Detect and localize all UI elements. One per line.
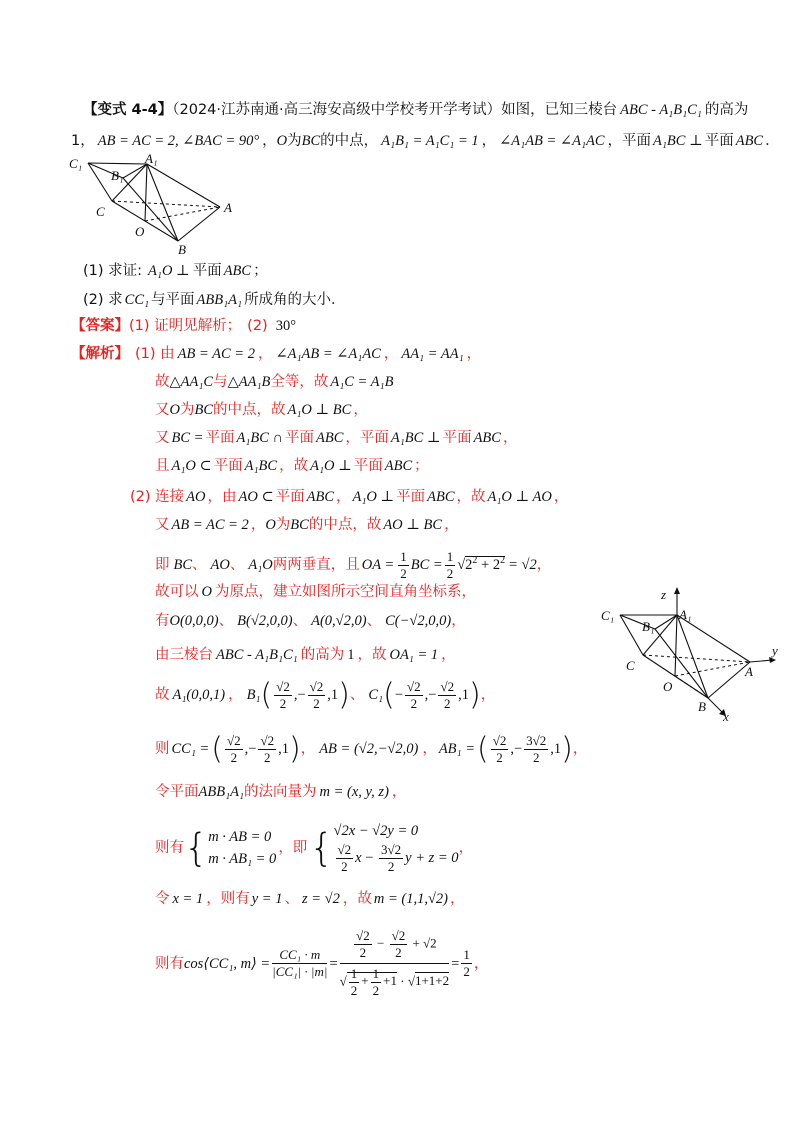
b1-coordinates: ( $\frac{√2}{2}$ ,− $\frac{√2}{2}$ ,1) — [260, 677, 350, 713]
y-axis — [750, 660, 773, 662]
label-z: z — [661, 587, 667, 602]
label-a: A — [224, 200, 232, 215]
solution-part2-line-12: 则有cos⟨CC₁, m⟩ = $\frac{\text{CC₁ · m}}{\text{|CC₁| · |m|}}$ = $\frac{√2}{2}$ − $\frac{√2}{2}$ + √2 √ $\frac{1}{2}$ + $\frac{1}{2}$ +1 · √1+1+2 = $\frac{1}{2}$ ， — [155, 928, 489, 998]
fraction-half-2: $\frac{1}{2}$ — [446, 548, 454, 581]
z-arrow-icon — [674, 587, 680, 594]
left-brace: { — [184, 825, 209, 870]
solution-part2-line-9: 令平面ABB₁A₁的法向量为 m = (x, y, z) ， — [155, 784, 407, 800]
solution-part2-line-11: 令 x = 1 ，则有 y = 1 、 z = √2 ，故 m = (1,1,√2) ， — [155, 891, 465, 907]
solution-line-3: 又O为BC的中点，故 A₁O ⊥ BC ， — [155, 402, 368, 418]
label-o: O — [663, 679, 673, 694]
cos-fraction-2: $\frac{√2}{2}$ − $\frac{√2}{2}$ + √2 √ $\frac{1}{2}$ + $\frac{1}{2}$ +1 · √1+1+2 — [339, 928, 450, 998]
c1-coordinates: (− $\frac{√2}{2}$ ,− $\frac{√2}{2}$ ,1) — [383, 677, 481, 713]
answer-line: 【答案】(1) 证明见解析； (2) 30° — [71, 318, 297, 334]
problem-source: （2024·江苏南通·高三海安高级中学校考开学考试） — [172, 102, 502, 118]
label-b1: B₁ — [642, 619, 655, 634]
solution-line-2: 故△AA₁C与△AA₁B全等，故 A₁C = A₁B — [155, 374, 394, 390]
solution-line-4: 又 BC = 平面 A₁BC ∩ 平面 ABC ，平面 A₁BC ⊥ 平面 ABC ， — [155, 430, 518, 446]
segment-oa-hidden — [145, 207, 220, 221]
label-c1: C₁ — [601, 608, 615, 623]
label-c: C — [626, 658, 635, 673]
system-2: √2x − √2y = 0 $\frac{√2}{2}$ x − $\frac{3√2}{2}$ y + z = 0 — [333, 823, 459, 874]
solution-part2-line-3: 即 BC、 AO、 A₁O两两垂直，且 OA = $\frac{1}{2}$ BC = $\frac{1}{2}$ $√2^2 + 2^2 = √2$， — [155, 548, 552, 581]
solution-line-1: 【解析】 (1) 由 AB = AC = 2 ， ∠A₁AB = ∠A₁AC ， AA₁ = AA₁ ， — [71, 346, 482, 362]
label-b1: B₁ — [111, 168, 124, 183]
label-a: A — [745, 664, 753, 679]
solution-part2-line-10: 则有{ m · AB = 0 m · AB₁ = 0 ，即{ √2x − √2y = 0 $\frac{√2}{2}$ x − $\frac{3√2}{2}$ y + z = 0 ， — [155, 820, 473, 878]
segment-a1b — [147, 164, 178, 241]
label-y: y — [772, 643, 778, 658]
label-x: x — [723, 709, 729, 724]
question-2: (2) 求 CC₁ 与平面 ABB₁A₁ 所成角的大小． — [83, 292, 346, 308]
result-fraction: $\frac{1}{2}$ — [463, 947, 470, 979]
solution-part2-line-1: (2) 连接 AO ，由 AO ⊂ 平面 ABC ， A₁O ⊥ 平面 ABC ，故 A₁O ⊥ AO ， — [130, 489, 569, 505]
solution-label: 【解析】 — [71, 346, 129, 362]
x-axis — [708, 698, 723, 713]
label-b: B — [178, 242, 186, 255]
edge-c1a1 — [88, 163, 147, 164]
answer-value: 30° — [275, 318, 297, 334]
solution-line-5: 且 A₁O ⊂ 平面 A₁BC ，故 A₁O ⊥ 平面 ABC ； — [155, 458, 429, 474]
edge-ab — [178, 207, 220, 241]
edge-a1a — [147, 164, 220, 207]
cos-fraction-1: $\frac{\text{CC₁ · m}}{\text{|CC₁| · |m|}}$ — [272, 947, 328, 979]
vector-ab1: ( $\frac{√2}{2}$ ,− $\frac{3√2}{2}$ ,1) — [476, 731, 573, 767]
label-c1: C₁ — [69, 156, 83, 171]
solution-part2-line-6: 由三棱台 ABC - A₁B₁C₁ 的高为 1 ，故 OA₁ = 1 ， — [155, 647, 456, 663]
edge-ca-hidden — [112, 201, 220, 207]
label-o: O — [135, 224, 145, 239]
fraction-half: $\frac{1}{2}$ — [400, 548, 407, 581]
solution-part2-line-4: 故可以 O 为原点，建立如图所示空间直角坐标系， — [155, 584, 476, 600]
sqrt-expression: $√2^2 + 2^2$ — [457, 555, 506, 573]
solution-part2-line-8: 则 CC₁ =( $\frac{√2}{2}$ ,− $\frac{√2}{2}$ ,1)， AB = (√2,−√2,0) ， AB₁ =( $\frac{√2}{2}$ ,− $\frac{3√2}{2}$ ,1)， — [155, 731, 588, 767]
system-1: m · AB = 0 m · AB₁ = 0 — [208, 828, 277, 867]
vector-cc1: ( $\frac{√2}{2}$ ,− $\frac{√2}{2}$ ,1) — [211, 731, 301, 767]
label-a1: A₁ — [145, 151, 158, 166]
solution-part2-line-2: 又 AB = AC = 2 ，O为BC的中点，故 AO ⊥ BC ， — [155, 517, 459, 533]
label-c: C — [96, 204, 105, 219]
frustum-figure-1 — [65, 150, 250, 255]
label-b: B — [698, 699, 706, 714]
label-a1: A₁ — [679, 607, 692, 622]
solution-part2-line-5: 有O(0,0,0)、 B(√2,0,0)、 A(0,√2,0)、 C(−√2,0,0)， — [155, 613, 466, 629]
problem-header: 【变式 4-4】（2024·江苏南通·高三海安高级中学校考开学考试）如图，已知三棱台 ABC - A₁B₁C₁ 的高为 — [83, 102, 749, 118]
frustum-name: ABC - A₁B₁C₁ — [620, 102, 702, 118]
answer-label: 【答案】 — [71, 318, 129, 334]
left-brace-2: { — [309, 825, 334, 870]
segment-a1o — [145, 164, 147, 221]
problem-conditions: 1， AB = AC = 2, ∠BAC = 90° ，O为BC的中点， A₁B₁ = A₁C₁ = 1 ， ∠A₁AB = ∠A₁AC ，平面 A₁BC ⊥ 平面 ABC ． — [71, 133, 780, 149]
frustum-figure-2-coordinate — [595, 585, 785, 725]
question-1: (1) 求证: A₁O ⊥ 平面 ABC ； — [83, 263, 268, 279]
edge-b1b — [123, 178, 178, 241]
variant-tag: 【变式 4-4】 — [83, 102, 173, 118]
solution-part2-line-7: 故 A₁(0,0,1) ， B₁( $\frac{√2}{2}$ ,− $\frac{√2}{2}$ ,1)、 C₁(− $\frac{√2}{2}$ ,− $\frac{√2}{2}$ ,1)， — [155, 677, 496, 713]
